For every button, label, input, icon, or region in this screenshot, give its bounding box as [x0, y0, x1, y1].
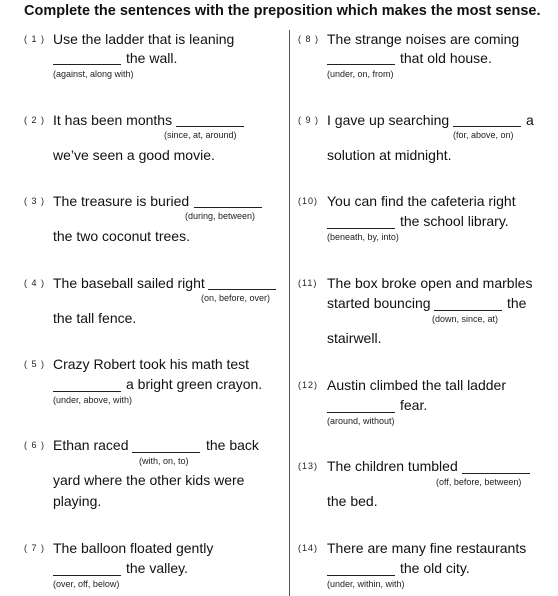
answer-blank[interactable]	[434, 310, 502, 311]
question-text: It has been months	[53, 112, 173, 128]
answer-blank[interactable]	[194, 207, 262, 208]
answer-options: (under, on, from)	[327, 69, 394, 79]
question-text: The balloon floated gently	[53, 540, 214, 556]
question-text-continued: the bed.	[327, 493, 378, 509]
worksheet-title: Complete the sentences with the preposition which makes the most sense.	[24, 3, 541, 19]
answer-blank[interactable]	[462, 473, 530, 474]
answer-blank[interactable]	[327, 575, 395, 576]
answer-blank[interactable]	[327, 228, 395, 229]
answer-options: (around, without)	[327, 416, 395, 426]
answer-blank[interactable]	[176, 126, 244, 127]
question-number: ( 4 )	[24, 278, 46, 288]
answer-options: (under, above, with)	[53, 395, 133, 405]
question-number: (12)	[298, 380, 319, 390]
column-divider	[289, 30, 290, 596]
question-text-continued: the school library.	[400, 213, 509, 229]
question-text: Ethan raced	[53, 437, 129, 453]
question-number: ( 3 )	[24, 196, 46, 206]
question-text: The treasure is buried	[53, 193, 190, 209]
question-number: ( 8 )	[298, 34, 320, 44]
question-number: ( 5 )	[24, 359, 46, 369]
question-text: There are many fine restaurants	[327, 540, 527, 556]
question-text-continued: fear.	[400, 397, 428, 413]
answer-options: (on, before, over)	[201, 293, 271, 303]
question-text: Crazy Robert took his math test	[53, 356, 250, 372]
question-text: Austin climbed the tall ladder	[327, 377, 506, 393]
question-number: ( 1 )	[24, 34, 46, 44]
question-text-continued: the two coconut trees.	[53, 228, 190, 244]
question-text-continued: the tall fence.	[53, 310, 137, 326]
question-number: ( 9 )	[298, 115, 320, 125]
answer-options: (with, on, to)	[139, 456, 189, 466]
question-number: (14)	[298, 543, 319, 553]
answer-blank[interactable]	[53, 575, 121, 576]
answer-blank[interactable]	[132, 452, 200, 453]
answer-blank[interactable]	[208, 289, 276, 290]
question-text: I gave up searching	[327, 112, 450, 128]
question-text-continued: the valley.	[126, 560, 188, 576]
question-text: You can find the cafeteria right	[327, 193, 516, 209]
question-text-after-blank: the	[507, 295, 527, 311]
question-text-continued: solution at midnight.	[327, 147, 452, 163]
answer-options: (for, above, on)	[453, 130, 514, 140]
answer-blank[interactable]	[453, 126, 521, 127]
question-number: (10)	[298, 196, 319, 206]
answer-options: (under, within, with)	[327, 579, 405, 589]
question-number: ( 6 )	[24, 440, 46, 450]
question-number: (13)	[298, 461, 319, 471]
question-text: The baseball sailed right	[53, 275, 205, 291]
question-text-continued: yard where the other kids were	[53, 472, 245, 488]
answer-blank[interactable]	[53, 391, 121, 392]
question-number: ( 7 )	[24, 543, 46, 553]
question-text: The children tumbled	[327, 458, 458, 474]
question-text-after-blank: a	[526, 112, 534, 128]
answer-blank[interactable]	[327, 64, 395, 65]
answer-options: (since, at, around)	[164, 130, 237, 140]
question-text-after-blank: the back	[206, 437, 259, 453]
question-text-continued: we’ve seen a good movie.	[53, 147, 215, 163]
question-text: The box broke open and marbles	[327, 275, 533, 291]
answer-blank[interactable]	[53, 64, 121, 65]
question-text-continued: that old house.	[400, 50, 492, 66]
question-text-continued: started bouncing	[327, 295, 431, 311]
question-text: Use the ladder that is leaning	[53, 31, 235, 47]
answer-options: (against, along with)	[53, 69, 134, 79]
question-text: The strange noises are coming	[327, 31, 520, 47]
question-text-continued: the wall.	[126, 50, 178, 66]
answer-options: (down, since, at)	[432, 314, 499, 324]
question-number: ( 2 )	[24, 115, 46, 125]
answer-options: (over, off, below)	[53, 579, 120, 589]
question-text-continued: the old city.	[400, 560, 470, 576]
question-text-continued-2: playing.	[53, 493, 102, 509]
answer-options: (off, before, between)	[436, 477, 522, 487]
answer-options: (beneath, by, into)	[327, 232, 399, 242]
answer-options: (during, between)	[185, 211, 256, 221]
question-text-continued: a bright green crayon.	[126, 376, 263, 392]
question-number: (11)	[298, 278, 318, 288]
answer-blank[interactable]	[327, 412, 395, 413]
question-text-continued-2: stairwell.	[327, 330, 382, 346]
